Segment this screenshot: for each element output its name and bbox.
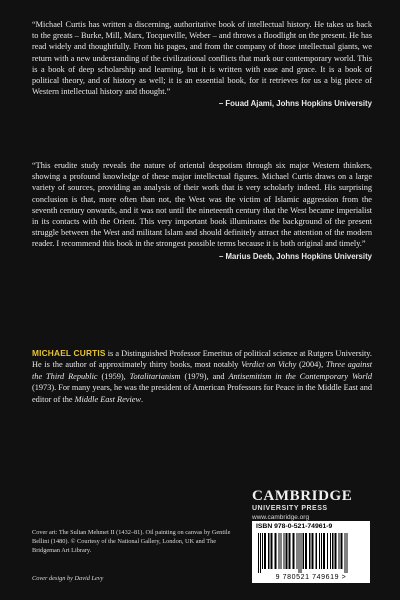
bio-text: (1959), bbox=[97, 371, 130, 381]
cover-art-credit: Cover art: The Sultan Mehmet II (1432–81). Oil painting on canvas by Gentile Bellini (1480). © Courtesy of the National Gallery, London, UK and The Bridgeman Art Library. bbox=[32, 529, 231, 555]
book-title: Antisemitism in the Contemporary World bbox=[228, 371, 372, 381]
barcode-digits: 9 780521 749619 > bbox=[275, 574, 347, 581]
barcode-bar bbox=[327, 533, 328, 569]
author-name: MICHAEL CURTIS bbox=[32, 348, 106, 358]
barcode-bar bbox=[275, 533, 277, 569]
isbn-label: ISBN 978-0-521-74961-9 bbox=[256, 523, 333, 530]
barcode bbox=[252, 521, 370, 583]
book-title: Three against the Third Republic bbox=[32, 360, 373, 381]
bio-text: (1973). For many years, he was the president of American Professors for Peace in the Middle East and editor of the bbox=[32, 383, 372, 404]
publisher-url: www.cambridge.org bbox=[252, 514, 310, 521]
barcode-bar bbox=[264, 533, 266, 569]
barcode-bar bbox=[299, 533, 300, 573]
book-title: Totalitarianism bbox=[129, 371, 181, 381]
bio-text: . bbox=[140, 394, 144, 404]
quote-attribution: – Marius Deeb, Johns Hopkins University bbox=[219, 251, 372, 261]
barcode-bar bbox=[345, 533, 346, 573]
quote-text: “This erudite study reveals the nature of oriental despotism through six major Western thinkers, showing a profound knowledge of these major intellectual figures. Michael Curtis draws on a large variety of sources, providing an analysis of their work that is very scholarly indeed. His surprising conclusion is that, more often than not, the West was the victim of Islamic aggression from the seventh century onwards, and it was not until the nineteenth century that the West became imperialist in its contacts with the Orient. This very important book illuminates the background of the present struggle between the West and militant Islam and should definitely attract the attention of the modern reader. I recommend this book in the strongest possible terms because it is both original and timely.” bbox=[32, 161, 372, 249]
barcode-bar bbox=[305, 533, 307, 569]
barcode-bar bbox=[289, 533, 291, 569]
barcode-bar bbox=[260, 533, 261, 573]
barcode-bar bbox=[309, 533, 311, 569]
barcode-bar bbox=[321, 533, 322, 569]
bio-text: (2004), bbox=[296, 360, 326, 370]
barcode-bar bbox=[316, 533, 318, 569]
quote-deeb bbox=[32, 160, 372, 262]
barcode-bar bbox=[284, 533, 285, 569]
publisher-logo bbox=[252, 489, 370, 522]
barcode-bar bbox=[335, 533, 337, 569]
barcode-bar bbox=[268, 533, 270, 569]
book-title: Verdict on Vichy bbox=[241, 360, 297, 370]
barcode-bar bbox=[262, 533, 263, 569]
cover-design-credit: Cover design by David Levy bbox=[32, 575, 104, 582]
barcode-bar bbox=[286, 533, 288, 569]
barcode-bar bbox=[323, 533, 325, 569]
barcode-bar bbox=[312, 533, 314, 569]
barcode-bar bbox=[332, 533, 334, 569]
quote-attribution: – Fouad Ajami, Johns Hopkins University bbox=[218, 99, 372, 109]
publisher-name: CAMBRIDGE bbox=[252, 488, 353, 504]
author-bio bbox=[32, 348, 372, 405]
barcode-bar bbox=[293, 533, 295, 569]
quote-text: “Michael Curtis has written a discerning, authoritative book of intellectual history. He takes us back to the greats – Burke, Mill, Marx, Tocqueville, Weber – and throws a floodlight on the present. He has read widely and thoughtfully. From his pages, and from the company of those intellectual giants, we return with a new understanding of the civilizational conflicts that mark our contemporary world. This is a book of deep scholarship and learning, but it is written with ease and grace. It is a book of political theory, and of history as well; it is an essential book, for it retrieves for us a big piece of Western intellectual history and thought.” bbox=[32, 20, 372, 97]
bio-text: is a Distinguished Professor Emeritus of political science at Rutgers University. He is the author of approximately thirty books, most notably bbox=[32, 349, 372, 370]
barcode-bar bbox=[271, 533, 273, 569]
barcode-bar bbox=[281, 533, 282, 569]
barcode-bar bbox=[258, 533, 259, 573]
barcode-bars bbox=[258, 533, 364, 573]
barcode-bar bbox=[347, 533, 348, 573]
barcode-bar bbox=[341, 533, 343, 569]
barcode-bar bbox=[297, 533, 298, 569]
publisher-subtitle: UNIVERSITY PRESS bbox=[252, 505, 328, 512]
barcode-bar bbox=[339, 533, 340, 569]
bio-text: (1979), and bbox=[180, 371, 229, 381]
quote-ajami bbox=[32, 19, 372, 110]
barcode-bar bbox=[303, 533, 305, 569]
barcode-bar bbox=[330, 533, 331, 569]
book-title: Middle East Review bbox=[74, 394, 141, 404]
barcode-bar bbox=[301, 533, 302, 573]
barcode-bar bbox=[319, 533, 320, 569]
barcode-bar bbox=[279, 533, 280, 569]
